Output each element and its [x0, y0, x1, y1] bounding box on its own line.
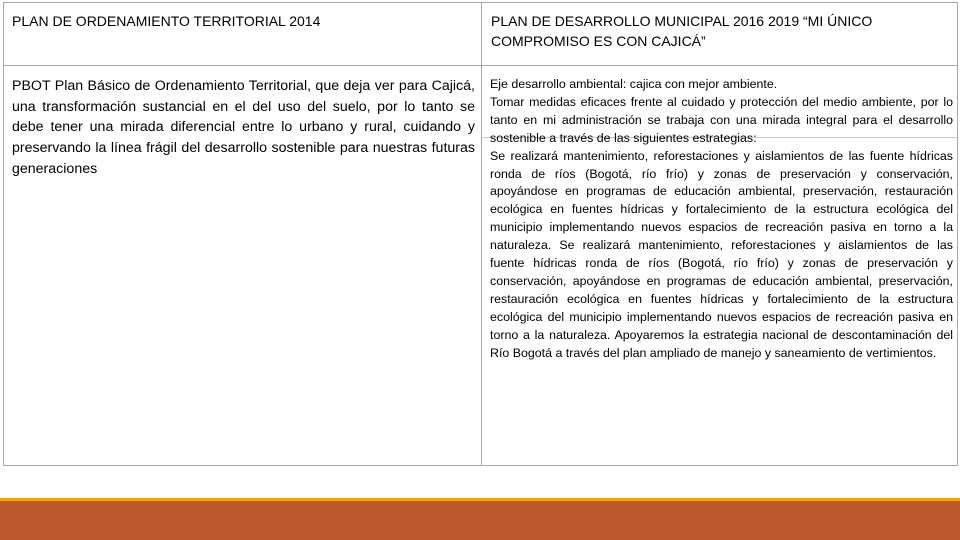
eje-intro: Tomar medidas eficaces frente al cuidado y protección del medio ambiente, por lo tanto en mi administración se trabaja con una mirada integral para el desarrollo sostenible a través de las siguientes estrategias: — [490, 94, 953, 145]
comparison-table — [3, 2, 958, 466]
body-cell-eje-ambiental — [490, 76, 953, 363]
eje-title: Eje desarrollo ambiental: cajica con mejor ambiente. — [490, 77, 778, 91]
body-cell-pbot: PBOT Plan Básico de Ordenamiento Territorial, que deja ver para Cajicá, una transformación sustancial en el del uso del suelo, por lo tanto se debe tener una mirada diferencial entre lo urbano y rural, cuidando y preservando la línea frágil del desarrollo sostenible para nuestras futuras generaciones — [12, 78, 475, 177]
eje-strategies: Se realizará mantenimiento, reforestaciones y aislamientos de las fuente hídricas ronda de ríos (Bogotá, río frío) y zonas de preservación y conservación, apoyándose en programas de educación ambiental, preservación, restauración ecológica en fuentes hídricas y fortalecimiento de la estructura ecológica del municipio implementando nuevos espacios de recreación pasiva en torno a la naturaleza. Se realizará mantenimiento, reforestaciones y aislamientos de las fuente hídricas ronda de ríos (Bogotá, río frío) y zonas de preservación y conservación, apoyándose en programas de educación ambiental, preservación, restauración ecológica en fuentes hídricas y fortalecimiento de la estructura ecológica del municipio implementando nuevos espacios de recreación pasiva en torno a la naturaleza. Apoyaremos la estrategia nacional de descontaminación del Río Bogotá a través del plan ampliado de manejo y saneamiento de vertimientos. — [490, 148, 953, 360]
column-divider — [481, 3, 482, 465]
header-divider — [4, 65, 957, 66]
header-cell-plan-desarrollo: PLAN DE DESARROLLO MUNICIPAL 2016 2019 “MI ÚNICO COMPROMISO ES CON CAJICÁ” — [491, 13, 873, 49]
footer-band — [0, 501, 960, 540]
header-cell-pot-2014: PLAN DE ORDENAMIENTO TERRITORIAL 2014 — [12, 13, 321, 29]
